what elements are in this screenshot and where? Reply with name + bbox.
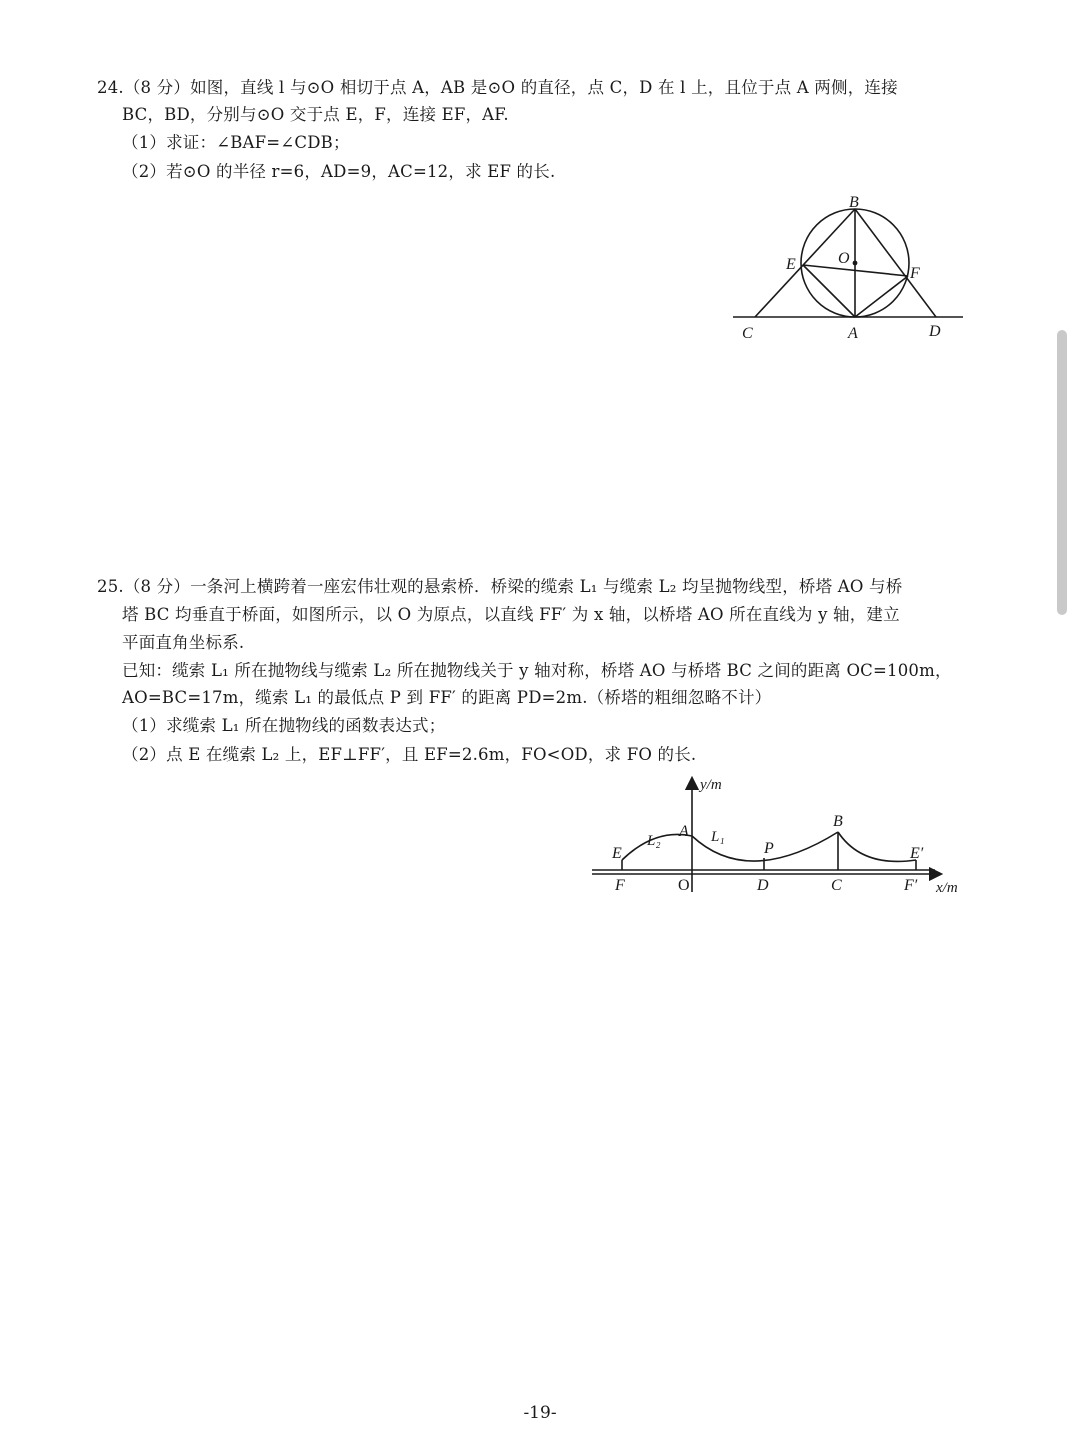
q25-line-5: AO=BC=17m，缆索 L₁ 的最低点 P 到 FF′ 的距离 PD=2m.（桥塔的粗细忽略不计） [122,688,772,707]
q25-line-4: 已知：缆索 L₁ 所在抛物线与缆索 L₂ 所在抛物线关于 y 轴对称，桥塔 AO 与桥塔 BC 之间的距离 OC=100m， [122,661,952,680]
segment-ea [803,265,855,317]
label-l1: L₁ [711,829,725,845]
q24-line-1: 24.（8 分）如图，直线 l 与⊙O 相切于点 A，AB 是⊙O 的直径，点 C，D 在 l 上，且位于点 A 两侧，连接 [97,78,898,97]
x-axis-label: x/m [936,880,958,896]
label-b: B [849,194,859,211]
label-d: D [929,323,941,340]
label-o: O [838,250,850,267]
q24-part-1: （1）求证：∠BAF=∠CDB； [122,133,350,152]
q25-part-1: （1）求缆索 L₁ 所在抛物线的函数表达式； [122,716,446,735]
q25-figure [585,770,980,900]
label-c: C [831,877,842,894]
q24-line-2: BC，BD，分别与⊙O 交于点 E，F，连接 EF，AF. [122,105,509,124]
q25-line-3: 平面直角坐标系. [122,633,245,652]
label-d: D [757,877,769,894]
scrollbar-thumb[interactable] [1057,330,1067,615]
page-number: -19- [523,1403,557,1423]
label-e-prime: E′ [910,845,924,862]
label-f: F [615,877,625,894]
label-f-prime: F′ [904,877,918,894]
label-l2: L₂ [647,833,661,849]
label-e: E [612,845,622,862]
q24-figure [725,185,975,345]
label-p: P [764,840,774,857]
center-point-o [853,261,858,266]
segment-bd [855,209,936,317]
label-f: F [910,265,920,282]
label-b: B [833,813,843,830]
q25-line-2: 塔 BC 均垂直于桥面，如图所示，以 O 为原点，以直线 FF′ 为 x 轴，以桥塔 AO 所在直线为 y 轴，建立 [122,605,900,624]
cable-right [838,832,916,861]
q25-line-1: 25.（8 分）一条河上横跨着一座宏伟壮观的悬索桥．桥梁的缆索 L₁ 与缆索 L₂ 均呈抛物线型，桥塔 AO 与桥 [97,577,903,596]
label-o: O [678,877,690,894]
q25-part-2: （2）点 E 在缆索 L₂ 上，EF⊥FF′，且 EF=2.6m，FO<OD，求 FO 的长. [122,745,697,764]
label-c: C [742,325,753,342]
label-e: E [786,256,796,273]
label-a: A [679,823,689,840]
q24-part-2: （2）若⊙O 的半径 r=6，AD=9，AC=12，求 EF 的长. [122,162,556,181]
label-a: A [848,325,858,342]
y-axis-label: y/m [700,777,722,793]
